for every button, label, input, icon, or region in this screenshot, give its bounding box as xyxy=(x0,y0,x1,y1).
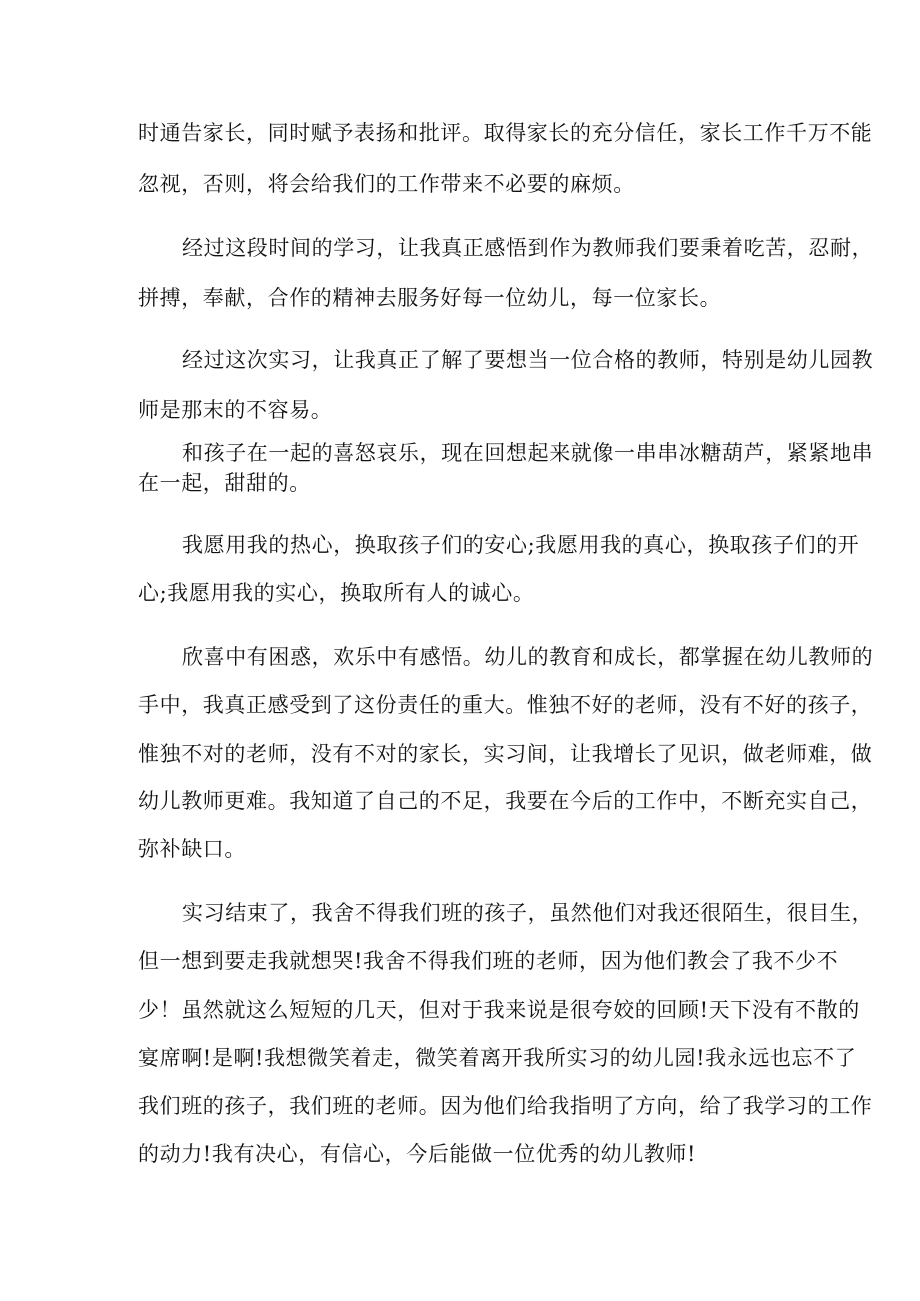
text-line: 经过这段时间的学习，让我真正感悟到作为教师我们要秉着吃苦，忍耐， xyxy=(182,236,874,260)
text-line: 时通告家长，同时赋予表扬和批评。取得家长的充分信任，家长工作千万不能 xyxy=(138,121,873,145)
text-line: 实习结束了，我舍不得我们班的孩子，虽然他们对我还很陌生，很目生， xyxy=(182,901,874,925)
text-line: 手中，我真正感受到了这份责任的重大。惟独不好的老师，没有不好的孩子， xyxy=(138,693,873,717)
text-line: 欣喜中有困惑，欢乐中有感悟。幼儿的教育和成长，都掌握在幼儿教师的 xyxy=(182,645,874,669)
text-line: 师是那末的不容易。 xyxy=(138,398,333,422)
text-line: 少！虽然就这么短短的几天，但对于我来说是很夸姣的回顾!天下没有不散的 xyxy=(138,998,860,1022)
text-line: 拼搏，奉献，合作的精神去服务好每一位幼儿，每一位家长。 xyxy=(138,286,722,310)
text-line: 和孩子在一起的喜怒哀乐，现在回想起来就像一串串冰糖葫芦，紧紧地串 xyxy=(182,441,874,465)
text-line: 经过这次实习，让我真正了解了要想当一位合格的教师，特别是幼儿园教 xyxy=(182,348,874,372)
text-line: 的动力!我有决心，有信心，今后能做一位优秀的幼儿教师! xyxy=(138,1142,697,1166)
text-line: 宴席啊!是啊!我想微笑着走，微笑着离开我所实习的幼儿园!我永远也忘不了 xyxy=(138,1046,857,1070)
text-line: 我愿用我的热心，换取孩子们的安心;我愿用我的真心，换取孩子们的开 xyxy=(182,533,860,557)
text-line: 幼儿教师更难。我知道了自己的不足，我要在今后的工作中，不断充实自己， xyxy=(138,789,873,813)
text-line: 在一起，甜甜的。 xyxy=(138,471,311,495)
text-line: 我们班的孩子，我们班的老师。因为他们给我指明了方向，给了我学习的工作 xyxy=(138,1094,873,1118)
text-line: 心;我愿用我的实心，换取所有人的诚心。 xyxy=(138,581,535,605)
text-line: 但一想到要走我就想哭!我舍不得我们班的老师，因为他们教会了我不少不 xyxy=(138,949,839,973)
text-line: 惟独不对的老师，没有不对的家长，实习间，让我增长了见识，做老师难，做 xyxy=(138,742,873,766)
text-line: 弥补缺口。 xyxy=(138,837,246,861)
text-line: 忽视，否则，将会给我们的工作带来不必要的麻烦。 xyxy=(138,172,635,196)
